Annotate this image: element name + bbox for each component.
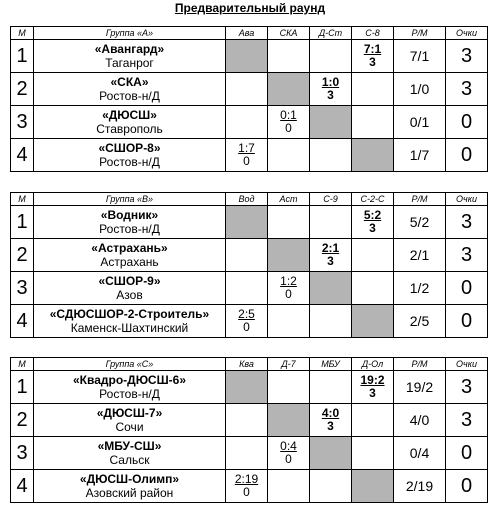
- col-header-points: Очки: [446, 27, 488, 40]
- team-points: 0: [446, 139, 488, 172]
- table-row: [11, 40, 488, 73]
- team-cell: [34, 73, 226, 106]
- team-points: 3: [446, 206, 488, 239]
- match-result: [268, 272, 310, 305]
- goals-ratio: 2/19: [394, 470, 446, 503]
- team-cell: [34, 40, 226, 73]
- team-cell: [34, 272, 226, 305]
- col-header-place: М: [11, 358, 34, 371]
- team-city: Ростов-н/Д: [99, 155, 160, 169]
- match-score: 0:4: [280, 439, 297, 453]
- col-header-goals: Р/М: [394, 27, 446, 40]
- team-city: Ростов-н/Д: [99, 89, 160, 103]
- team-name: «СКА»: [110, 75, 149, 89]
- match-result: [310, 206, 352, 239]
- team-cell: [34, 206, 226, 239]
- col-header-opp1: Вод: [226, 193, 268, 206]
- team-city: Таганрог: [105, 56, 154, 70]
- table-row: [11, 206, 488, 239]
- team-points: 0: [446, 470, 488, 503]
- col-header-group: Группа «А»: [34, 27, 226, 40]
- goals-ratio: 5/2: [394, 206, 446, 239]
- table-row: [11, 470, 488, 503]
- goals-ratio: 7/1: [394, 40, 446, 73]
- team-name: «СДЮСШОР-2-Строитель»: [49, 307, 210, 321]
- match-score: 19:2: [360, 373, 385, 387]
- team-cell: [34, 404, 226, 437]
- match-result: [310, 239, 352, 272]
- place-number: 3: [11, 272, 34, 305]
- goals-ratio: 2/5: [394, 305, 446, 338]
- header-row: [11, 358, 488, 371]
- place-number: 1: [11, 371, 34, 404]
- match-score: 1:7: [238, 141, 255, 155]
- match-result: [310, 40, 352, 73]
- team-cell: [34, 139, 226, 172]
- goals-ratio: 0/1: [394, 106, 446, 139]
- place-number: 2: [11, 239, 34, 272]
- match-score: 1:2: [280, 274, 297, 288]
- col-header-opp4: Д-Ол: [352, 358, 394, 371]
- col-header-points: Очки: [446, 358, 488, 371]
- match-score: 0:1: [280, 108, 297, 122]
- team-points: 3: [446, 239, 488, 272]
- match-result: [310, 470, 352, 503]
- team-name: «Водник»: [100, 208, 159, 222]
- team-name: «МБУ-СШ»: [97, 439, 162, 453]
- match-result: [352, 73, 394, 106]
- table-row: [11, 106, 488, 139]
- group-b-table: [10, 192, 488, 338]
- match-result: [310, 73, 352, 106]
- match-result: [310, 139, 352, 172]
- place-number: 2: [11, 404, 34, 437]
- header-row: [11, 27, 488, 40]
- team-city: Астрахань: [100, 255, 159, 269]
- match-result: [352, 40, 394, 73]
- self-match-cell: [268, 239, 310, 272]
- col-header-opp1: Ква: [226, 358, 268, 371]
- table-row: [11, 437, 488, 470]
- self-match-cell: [310, 437, 352, 470]
- team-name: «Квадро-ДЮСШ-6»: [73, 373, 186, 387]
- place-number: 4: [11, 139, 34, 172]
- table-row: [11, 239, 488, 272]
- col-header-opp2: Д-7: [268, 358, 310, 371]
- match-points: 3: [369, 221, 376, 235]
- match-result: [226, 106, 268, 139]
- match-points: 3: [327, 419, 334, 433]
- team-city: Сочи: [115, 420, 144, 434]
- place-number: 3: [11, 106, 34, 139]
- table-row: [11, 139, 488, 172]
- self-match-cell: [352, 470, 394, 503]
- match-result: [268, 305, 310, 338]
- team-points: 0: [446, 437, 488, 470]
- match-result: [268, 40, 310, 73]
- match-result: [352, 404, 394, 437]
- match-score: 2:1: [321, 241, 340, 255]
- match-result: [268, 470, 310, 503]
- match-points: 0: [285, 121, 292, 135]
- match-score: 4:0: [321, 406, 340, 420]
- place-number: 4: [11, 305, 34, 338]
- match-score: 7:1: [363, 42, 382, 56]
- match-result: [268, 371, 310, 404]
- self-match-cell: [226, 371, 268, 404]
- page-title: Предварительный раунд: [174, 1, 326, 15]
- team-name: «СШОР-8»: [98, 141, 161, 155]
- header-row: [11, 193, 488, 206]
- match-result: [310, 371, 352, 404]
- match-result: [310, 305, 352, 338]
- team-points: 0: [446, 106, 488, 139]
- place-number: 1: [11, 206, 34, 239]
- match-result: [226, 305, 268, 338]
- match-result: [226, 239, 268, 272]
- match-result: [352, 371, 394, 404]
- col-header-group: Группа «В»: [34, 193, 226, 206]
- col-header-opp3: С-9: [310, 193, 352, 206]
- self-match-cell: [352, 139, 394, 172]
- goals-ratio: 2/1: [394, 239, 446, 272]
- self-match-cell: [268, 73, 310, 106]
- match-result: [352, 272, 394, 305]
- match-points: 3: [369, 55, 376, 69]
- table-row: [11, 371, 488, 404]
- team-points: 0: [446, 272, 488, 305]
- team-cell: [34, 437, 226, 470]
- team-cell: [34, 371, 226, 404]
- goals-ratio: 1/2: [394, 272, 446, 305]
- col-header-goals: Р/М: [394, 193, 446, 206]
- match-result: [268, 206, 310, 239]
- match-result: [310, 404, 352, 437]
- goals-ratio: 19/2: [394, 371, 446, 404]
- team-city: Ростов-н/Д: [99, 222, 160, 236]
- match-points: 3: [369, 386, 376, 400]
- col-header-points: Очки: [446, 193, 488, 206]
- match-result: [352, 437, 394, 470]
- match-points: 0: [243, 154, 250, 168]
- place-number: 3: [11, 437, 34, 470]
- col-header-opp3: Д-Ст: [310, 27, 352, 40]
- col-header-opp2: Аст: [268, 193, 310, 206]
- team-points: 0: [446, 305, 488, 338]
- self-match-cell: [310, 106, 352, 139]
- col-header-group: Группа «С»: [34, 358, 226, 371]
- team-points: 3: [446, 371, 488, 404]
- table-row: [11, 272, 488, 305]
- match-result: [226, 470, 268, 503]
- match-result: [268, 106, 310, 139]
- match-result: [352, 106, 394, 139]
- match-result: [268, 437, 310, 470]
- goals-ratio: 0/4: [394, 437, 446, 470]
- table-row: [11, 73, 488, 106]
- team-name: «ДЮСШ-7»: [96, 406, 163, 420]
- match-score: 1:0: [321, 75, 340, 89]
- team-city: Ставрополь: [96, 122, 163, 136]
- team-city: Ростов-н/Д: [99, 387, 160, 401]
- match-points: 0: [285, 452, 292, 466]
- place-number: 2: [11, 73, 34, 106]
- goals-ratio: 1/7: [394, 139, 446, 172]
- place-number: 1: [11, 40, 34, 73]
- team-city: Азовский район: [85, 486, 174, 500]
- self-match-cell: [310, 272, 352, 305]
- match-score: 2:19: [234, 472, 259, 486]
- match-result: [226, 139, 268, 172]
- team-name: «Авангард»: [94, 42, 165, 56]
- col-header-opp2: СКА: [268, 27, 310, 40]
- team-points: 3: [446, 73, 488, 106]
- col-header-opp4: С-8: [352, 27, 394, 40]
- match-score: 2:5: [238, 307, 255, 321]
- team-city: Азов: [116, 288, 143, 302]
- match-result: [226, 437, 268, 470]
- self-match-cell: [268, 404, 310, 437]
- table-row: [11, 404, 488, 437]
- col-header-opp1: Ава: [226, 27, 268, 40]
- col-header-opp3: МБУ: [310, 358, 352, 371]
- place-number: 4: [11, 470, 34, 503]
- self-match-cell: [226, 40, 268, 73]
- match-points: 0: [243, 485, 250, 499]
- match-result: [226, 73, 268, 106]
- team-name: «СШОР-9»: [98, 274, 161, 288]
- team-cell: [34, 106, 226, 139]
- team-name: «Астрахань»: [91, 241, 168, 255]
- group-c-table: [10, 357, 488, 503]
- match-result: [268, 139, 310, 172]
- team-points: 3: [446, 40, 488, 73]
- match-result: [352, 206, 394, 239]
- team-name: «ДЮСШ-Олимп»: [79, 472, 180, 486]
- match-result: [352, 239, 394, 272]
- team-cell: [34, 239, 226, 272]
- goals-ratio: 1/0: [394, 73, 446, 106]
- match-points: 0: [285, 287, 292, 301]
- goals-ratio: 4/0: [394, 404, 446, 437]
- match-points: 3: [327, 88, 334, 102]
- table-row: [11, 305, 488, 338]
- team-city: Каменск-Шахтинский: [70, 321, 189, 335]
- match-result: [226, 404, 268, 437]
- self-match-cell: [226, 206, 268, 239]
- col-header-place: М: [11, 27, 34, 40]
- self-match-cell: [352, 305, 394, 338]
- col-header-place: М: [11, 193, 34, 206]
- col-header-goals: Р/М: [394, 358, 446, 371]
- team-points: 3: [446, 404, 488, 437]
- team-cell: [34, 470, 226, 503]
- col-header-opp4: С-2-С: [352, 193, 394, 206]
- team-name: «ДЮСШ»: [102, 108, 157, 122]
- match-points: 3: [327, 254, 334, 268]
- match-score: 5:2: [363, 208, 382, 222]
- match-points: 0: [243, 320, 250, 334]
- match-result: [226, 272, 268, 305]
- team-cell: [34, 305, 226, 338]
- group-a-table: [10, 26, 488, 172]
- team-city: Сальск: [109, 453, 150, 467]
